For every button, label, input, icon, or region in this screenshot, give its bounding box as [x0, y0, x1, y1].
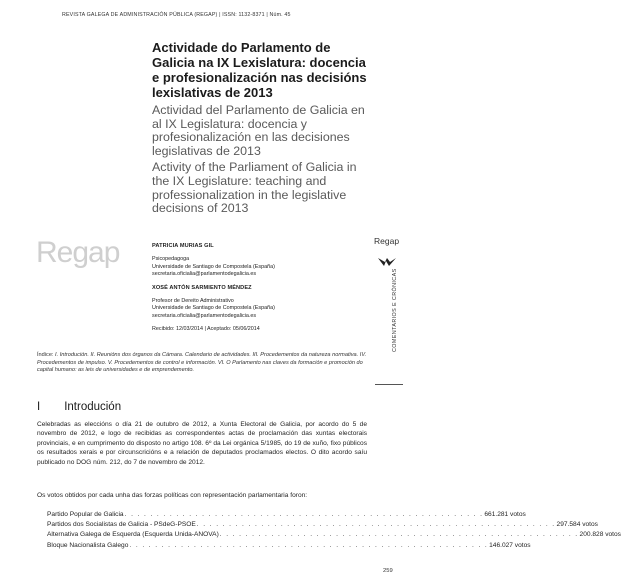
title-block [152, 40, 367, 216]
regap-logo: Regap [36, 236, 120, 269]
section-number: I [37, 401, 41, 413]
list-item: Bloque Nacionalista Galego . . . . . . . . . . . . . . . . . . . . . . . . . . . . . . . . . . . . . . . . . . . . . . . . . . . . . . . . 146.027 votos [47, 541, 365, 551]
list-item: Alternativa Galega de Esquerda (Esquerda Unida-ANOVA) . . . . . . . . . . . . . . . . . . . . . . . . . . . . . . . . . . . . . . . . . . . . . . . . . . . . . . . . 200.828 votos [47, 530, 365, 540]
title-galician: Actividade do Parlamento de Galicia na IX Lexislatura: docencia e profesionalización nas decisións lexislativas de 2013 [152, 40, 367, 100]
author-affiliation: Universidade de Santiago de Compostela (España) [152, 305, 275, 312]
vote-count: 146.027 votos [489, 541, 531, 549]
vote-count: 200.828 votos [579, 531, 621, 539]
vote-count: 661.281 votos [484, 511, 526, 518]
author-name: XOSÉ ANTÓN SARMIENTO MÉNDEZ [152, 284, 252, 291]
title-spanish: Actividad del Parlamento de Galicia en al IX Legislatura: docencia y profesionalización en las decisiones legislativas de 2013 [152, 103, 365, 158]
author-email: secretaria.oficialia@parlamentodegalicia.es [152, 271, 257, 278]
vote-count: 297.584 votos [556, 521, 598, 529]
received-accepted-dates: Recibido: 12/03/2014 | Aceptado: 05/06/2014 [152, 326, 260, 333]
page-number: 259 [383, 568, 393, 574]
side-divider [375, 384, 403, 385]
journal-name: REVISTA GALEGA DE ADMINISTRACIÓN PÚBLICA (REGAP) [62, 12, 218, 18]
body-paragraph: Celebradas as eleccións o día 21 de outubro de 2012, a Xunta Electoral de Galicia, por acordo do 5 de novembro de 2012, e logo de recibidas as correspondentes actas de proclamación das xuntas electorais provinciais, e en cumprimento do disposto no artigo 108. 6º da Lei orgánica 5/1985, do 19 de xuño, fixo públicos os resultados xerais e por circunscricións e a relación de deputados proclamados electos. O dito acordo saíu publicado no DOG núm. 212, do 7 de novembro de 2012. [37, 421, 367, 466]
issn: ISSN: 1132-8371 [222, 12, 265, 18]
index-text: I. Introdución. II. Reunións dos órganos da Cámara. Calendario de actividades. III. Procedementos da natureza normativa. IV. Procedementos de impulso. V. Procedementos de control e información. VI. O Parlamento nas claves da formación e promoción do capital humano: as leis de universidades e de emprendemento. [37, 352, 367, 374]
party-name: Partido Popular de Galicia [47, 511, 124, 518]
title-english: Activity of the Parliament of Galicia in the IX Legislature: teaching and professionalization in the legislative decisions of 2013 [152, 160, 357, 216]
section-title: Introdución [64, 401, 122, 413]
party-name: Bloque Nacionalista Galego [47, 541, 129, 549]
issue-number: Núm. 45 [269, 12, 291, 18]
authors-block [152, 243, 362, 334]
running-header: REVISTA GALEGA DE ADMINISTRACIÓN PÚBLICA (REGAP) | ISSN: 1132-8371 | Núm. 45 [62, 12, 291, 18]
author-email: secretaria.oficialia@parlamentodegalicia.es [152, 312, 257, 319]
section-label: COMENTARIOS E CRÓNICAS [392, 268, 398, 352]
party-name: Partidos dos Socialistas de Galicia - PSdeG-PSOE [47, 521, 196, 529]
galicia-emblem-icon [377, 257, 397, 267]
author-role: Profesor de Dereito Administrativo [152, 298, 234, 305]
author-affiliation: Universidade de Santiago de Compostela (España) [152, 263, 275, 270]
section-heading [37, 401, 121, 413]
body-paragraph: Os votos obtidos por cada unha das forzas políticas con representación parlamentaria foron: [37, 492, 308, 499]
author-name: PATRICIA MURIAS GIL [152, 243, 214, 249]
author-role: Psicopedagoga [152, 256, 190, 263]
party-name: Alternativa Galega de Esquerda (Esquerda Unida-ANOVA) [47, 531, 219, 539]
list-item: Partidos dos Socialistas de Galicia - PSdeG-PSOE . . . . . . . . . . . . . . . . . . . . . . . . . . . . . . . . . . . . . . . . . . . . . . . . . . . . . . . . 297.584 votos [47, 520, 365, 530]
index-label: Índice: [37, 352, 54, 358]
votes-list [47, 510, 621, 551]
side-regap-logo: Regap [374, 236, 400, 246]
index-summary [37, 352, 367, 375]
list-item: Partido Popular de Galicia . . . . . . . . . . . . . . . . . . . . . . . . . . . . . . . . . . . . . . . . . . . . . . . . . . . . . . . . 661.281 votos [47, 510, 365, 520]
